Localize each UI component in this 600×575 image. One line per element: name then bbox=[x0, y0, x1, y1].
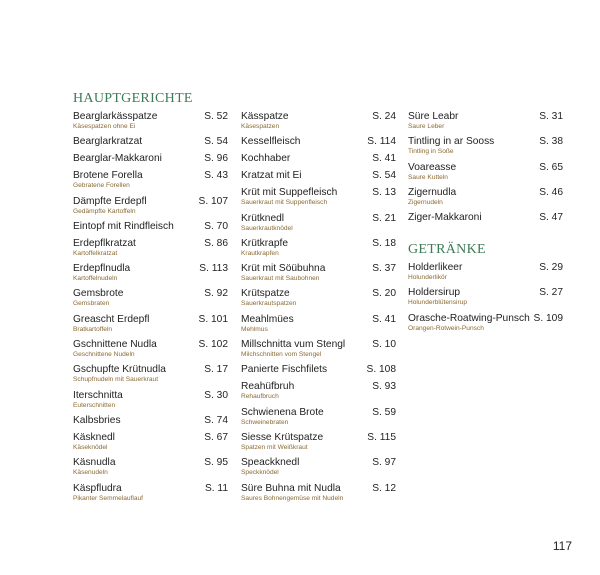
page-reference: S. 24 bbox=[372, 111, 396, 122]
index-entry bbox=[73, 415, 228, 432]
page-reference: S. 70 bbox=[204, 220, 228, 232]
index-entry bbox=[241, 288, 396, 313]
dish-translation: Mehlmus bbox=[241, 325, 268, 333]
page-reference: S. 21 bbox=[372, 212, 396, 224]
index-column-2 bbox=[241, 90, 396, 508]
entry-row bbox=[73, 457, 228, 469]
entry-row bbox=[73, 238, 228, 250]
index-entry bbox=[408, 262, 563, 287]
dish-translation: Krautkrapfen bbox=[241, 249, 279, 257]
page-reference: S. 59 bbox=[372, 406, 396, 418]
page-reference: S. 86 bbox=[204, 237, 228, 249]
entry-row bbox=[408, 136, 563, 148]
dish-name: Krütknedl bbox=[241, 212, 285, 224]
dish-name: Krüt mit Suppefleisch bbox=[241, 187, 338, 199]
entry-row bbox=[73, 364, 228, 376]
entry-row bbox=[241, 263, 396, 275]
index-entry bbox=[241, 432, 396, 457]
dish-name: Holdersirup bbox=[408, 287, 461, 299]
entry-row bbox=[73, 111, 228, 123]
dish-translation: Sauerkraut mit Saubohnen bbox=[241, 275, 320, 283]
index-entry bbox=[73, 153, 228, 170]
index-entry bbox=[241, 457, 396, 482]
page-reference: S. 52 bbox=[204, 111, 228, 122]
dish-translation: Käsespatzen ohne Ei bbox=[73, 123, 136, 130]
entry-row bbox=[241, 213, 396, 225]
dish-translation: Bratkartoffeln bbox=[73, 325, 113, 333]
entry-row bbox=[241, 364, 396, 376]
index-entry bbox=[241, 153, 396, 170]
page-reference: S. 12 bbox=[372, 482, 396, 494]
entry-row bbox=[73, 288, 228, 300]
index-entry bbox=[408, 111, 563, 136]
dish-name: Kesselfleisch bbox=[241, 136, 301, 148]
dish-translation: Spatzen mit Weißkraut bbox=[241, 443, 308, 451]
index-entry bbox=[241, 238, 396, 263]
entry-row bbox=[73, 221, 228, 233]
dish-name: Kratzat mit Ei bbox=[241, 170, 302, 182]
page-reference: S. 54 bbox=[204, 136, 228, 148]
index-entry bbox=[408, 162, 563, 187]
page-reference: S. 114 bbox=[367, 136, 396, 148]
page-reference: S. 29 bbox=[539, 262, 563, 274]
dish-name: Käspfludra bbox=[73, 482, 122, 494]
page-reference: S. 95 bbox=[204, 457, 228, 469]
dish-name: Ziger-Makkaroni bbox=[408, 212, 482, 224]
page-reference: S. 41 bbox=[372, 153, 396, 165]
page-reference: S. 97 bbox=[372, 457, 396, 469]
section-heading-getraenke: GETRÄNKE bbox=[408, 242, 486, 258]
dish-name: Süre Buhna mit Nudla bbox=[241, 482, 341, 494]
index-entry bbox=[73, 483, 228, 508]
page-reference: S. 20 bbox=[372, 288, 396, 300]
dish-translation: Holunderlikör bbox=[408, 274, 447, 282]
index-entry bbox=[241, 213, 396, 238]
dish-name: Voareasse bbox=[408, 161, 457, 173]
index-entry bbox=[241, 187, 396, 212]
index-entry bbox=[408, 313, 563, 338]
entry-row bbox=[73, 390, 228, 402]
page-reference: S. 92 bbox=[204, 288, 228, 300]
index-entry bbox=[73, 339, 228, 364]
dish-name: Erdepflkratzat bbox=[73, 237, 136, 249]
page-reference: S. 54 bbox=[372, 170, 396, 182]
dish-translation: Holunderblütensirup bbox=[408, 299, 468, 307]
entry-row bbox=[408, 111, 563, 123]
dish-name: Greascht Erdepfl bbox=[73, 313, 150, 325]
index-entry bbox=[241, 111, 396, 136]
entry-row bbox=[241, 407, 396, 419]
dish-translation: Gedämpfte Kartoffeln bbox=[73, 207, 136, 215]
dish-translation: Schupfnudeln mit Sauerkraut bbox=[73, 376, 159, 384]
dish-name: Dämpfte Erdepfl bbox=[73, 195, 147, 207]
page-reference: S. 101 bbox=[198, 313, 228, 325]
dish-name: Süre Leabr bbox=[408, 111, 459, 122]
entry-row bbox=[73, 314, 228, 326]
index-entry bbox=[241, 339, 396, 364]
index-entry bbox=[73, 457, 228, 482]
page-reference: S. 47 bbox=[539, 212, 563, 224]
entry-row bbox=[73, 153, 228, 165]
dish-translation: Käseknödel bbox=[73, 443, 108, 451]
dish-name: Gschupfte Krütnudla bbox=[73, 364, 166, 376]
entry-row bbox=[408, 212, 563, 224]
dish-name: Brotene Forella bbox=[73, 170, 143, 182]
dish-name: Schwienena Brote bbox=[241, 406, 324, 418]
dish-name: Krütspatze bbox=[241, 288, 290, 300]
dish-translation: Geschnittene Nudeln bbox=[73, 351, 135, 359]
page-reference: S. 96 bbox=[204, 153, 228, 165]
dish-name: Gschnittene Nudla bbox=[73, 339, 157, 351]
page-reference: S. 18 bbox=[372, 237, 396, 249]
dish-name: Bearglarkässpatze bbox=[73, 111, 158, 122]
dish-translation: Orangen-Rotwein-Punsch bbox=[408, 324, 484, 332]
dish-translation: Käsenudeln bbox=[73, 469, 108, 477]
dish-translation: Gebratene Forellen bbox=[73, 182, 130, 190]
page-reference: S. 17 bbox=[204, 364, 228, 376]
dish-name: Bearglarkratzat bbox=[73, 136, 143, 148]
index-entry bbox=[73, 196, 228, 221]
page-reference: S. 74 bbox=[204, 414, 228, 426]
entry-row bbox=[241, 432, 396, 444]
page-reference: S. 46 bbox=[539, 186, 563, 198]
page-reference: S. 113 bbox=[199, 263, 228, 275]
index-entry bbox=[408, 187, 563, 212]
dish-name: Millschnitta vum Stengl bbox=[241, 339, 346, 351]
index-entry bbox=[241, 483, 396, 508]
index-entry bbox=[73, 364, 228, 389]
entry-row bbox=[241, 111, 396, 123]
entry-row bbox=[241, 136, 396, 148]
dish-name: Reahüfbruh bbox=[241, 381, 295, 393]
entry-row bbox=[241, 339, 396, 351]
dish-name: Zigernudla bbox=[408, 186, 457, 198]
entry-row bbox=[241, 381, 396, 393]
dish-name: Käsknedl bbox=[73, 431, 115, 443]
index-entry bbox=[241, 381, 396, 406]
dish-translation: Speckknödel bbox=[241, 469, 279, 477]
page-reference: S. 27 bbox=[539, 287, 563, 299]
dish-name: Panierte Fischfilets bbox=[241, 364, 328, 376]
index-entry bbox=[241, 136, 396, 153]
page-reference: S. 109 bbox=[533, 312, 563, 324]
entry-row bbox=[241, 483, 396, 495]
dish-translation: Sauerkrautknödel bbox=[241, 224, 293, 232]
entry-row bbox=[73, 170, 228, 182]
dish-translation: Saure Leber bbox=[408, 123, 445, 130]
index-entry bbox=[408, 136, 563, 161]
page-reference: S. 102 bbox=[198, 339, 228, 351]
dish-name: Meahlmües bbox=[241, 313, 294, 325]
index-entry bbox=[73, 390, 228, 415]
page-number: 117 bbox=[552, 539, 572, 553]
entry-row bbox=[73, 432, 228, 444]
dish-name: Siesse Krütspatze bbox=[241, 431, 324, 443]
index-column-1 bbox=[73, 90, 228, 508]
dish-name: Erdepflnudla bbox=[73, 263, 131, 275]
index-entry bbox=[241, 170, 396, 187]
dish-translation: Schweinebraten bbox=[241, 418, 289, 426]
entry-row bbox=[408, 187, 563, 199]
entry-row bbox=[73, 339, 228, 351]
dish-translation: Käsespatzen bbox=[241, 123, 280, 130]
entry-row bbox=[241, 153, 396, 165]
page-reference: S. 67 bbox=[204, 431, 228, 443]
dish-name: Tintling in ar Sooss bbox=[408, 136, 495, 148]
dish-name: Kalbsbries bbox=[73, 414, 121, 426]
entry-row bbox=[241, 187, 396, 199]
page-reference: S. 41 bbox=[372, 313, 396, 325]
index-entry bbox=[241, 263, 396, 288]
dish-name: Kochhaber bbox=[241, 153, 291, 165]
index-entry bbox=[241, 364, 396, 381]
page-reference: S. 65 bbox=[539, 161, 563, 173]
dish-translation: Pikanter Semmelauflauf bbox=[73, 494, 144, 502]
dish-name: Käsnudla bbox=[73, 457, 116, 469]
entry-row bbox=[408, 313, 563, 325]
page-reference: S. 31 bbox=[539, 111, 563, 122]
index-entry bbox=[73, 238, 228, 263]
dish-name: Orasche-Roatwing-Punsch bbox=[408, 312, 530, 324]
entry-row bbox=[73, 415, 228, 427]
dish-translation: Kartoffelnudeln bbox=[73, 275, 118, 283]
entry-row bbox=[241, 314, 396, 326]
entry-row bbox=[241, 288, 396, 300]
entry-list bbox=[73, 111, 228, 508]
dish-translation: Rehaufbruch bbox=[241, 393, 279, 401]
entry-row bbox=[408, 287, 563, 299]
index-entry bbox=[73, 263, 228, 288]
dish-name: Eintopf mit Rindfleisch bbox=[73, 220, 174, 232]
dish-name: Gemsbrote bbox=[73, 288, 124, 300]
entry-row bbox=[73, 483, 228, 495]
page-reference: S. 13 bbox=[372, 187, 396, 199]
entry-row bbox=[408, 262, 563, 274]
dish-translation: Tintling in Soße bbox=[408, 148, 454, 156]
page-reference: S. 11 bbox=[204, 482, 228, 494]
dish-name: Iterschnitta bbox=[73, 389, 123, 401]
entry-row bbox=[73, 196, 228, 208]
index-entry bbox=[73, 136, 228, 153]
index-entry bbox=[408, 287, 563, 312]
dish-translation: Euterschnitten bbox=[73, 401, 116, 409]
index-entry bbox=[73, 288, 228, 313]
entry-list bbox=[241, 111, 396, 508]
dish-name: Holderlikeer bbox=[408, 262, 463, 274]
entry-row bbox=[241, 170, 396, 182]
entry-row bbox=[241, 238, 396, 250]
page-reference: S. 93 bbox=[372, 381, 396, 393]
dish-translation: Saures Bohnengemüse mit Nudeln bbox=[241, 494, 344, 502]
page-reference: S. 10 bbox=[372, 339, 396, 351]
dish-translation: Sauerkraut mit Suppenfleisch bbox=[241, 199, 328, 207]
index-entry bbox=[73, 170, 228, 195]
entry-row bbox=[408, 162, 563, 174]
dish-translation: Zigernudeln bbox=[408, 198, 443, 206]
index-entry bbox=[241, 314, 396, 339]
entry-list bbox=[408, 262, 563, 338]
dish-translation: Gemsbraten bbox=[73, 300, 110, 308]
index-entry bbox=[241, 407, 396, 432]
index-entry bbox=[73, 432, 228, 457]
entry-row bbox=[73, 136, 228, 148]
dish-name: Kässpatze bbox=[241, 111, 289, 122]
index-column-3 bbox=[408, 90, 563, 338]
entry-row bbox=[241, 457, 396, 469]
dish-name: Speackknedl bbox=[241, 457, 300, 469]
page-reference: S. 38 bbox=[539, 136, 563, 148]
index-entry bbox=[408, 212, 563, 229]
dish-name: Krütkrapfe bbox=[241, 237, 288, 249]
dish-translation: Sauerkrautspatzen bbox=[241, 300, 297, 308]
page-reference: S. 30 bbox=[204, 389, 228, 401]
index-entry bbox=[73, 111, 228, 136]
page-reference: S. 37 bbox=[372, 263, 396, 275]
section-heading-hauptgerichte: HAUPTGERICHTE bbox=[73, 91, 193, 106]
entry-row bbox=[73, 263, 228, 275]
index-entry bbox=[73, 314, 228, 339]
entry-list bbox=[408, 111, 563, 229]
dish-translation: Milchschnitten vom Stengel bbox=[241, 351, 322, 359]
dish-name: Krüt mit Söübuhna bbox=[241, 263, 326, 275]
page-reference: S. 107 bbox=[198, 195, 228, 207]
index-entry bbox=[73, 221, 228, 238]
page-reference: S. 115 bbox=[367, 431, 396, 443]
page-reference: S. 43 bbox=[204, 170, 228, 182]
dish-translation: Saure Kutteln bbox=[408, 173, 448, 181]
page-reference: S. 108 bbox=[366, 364, 396, 376]
dish-translation: Kartoffelkratzat bbox=[73, 249, 118, 257]
dish-name: Bearglar-Makkaroni bbox=[73, 153, 162, 165]
